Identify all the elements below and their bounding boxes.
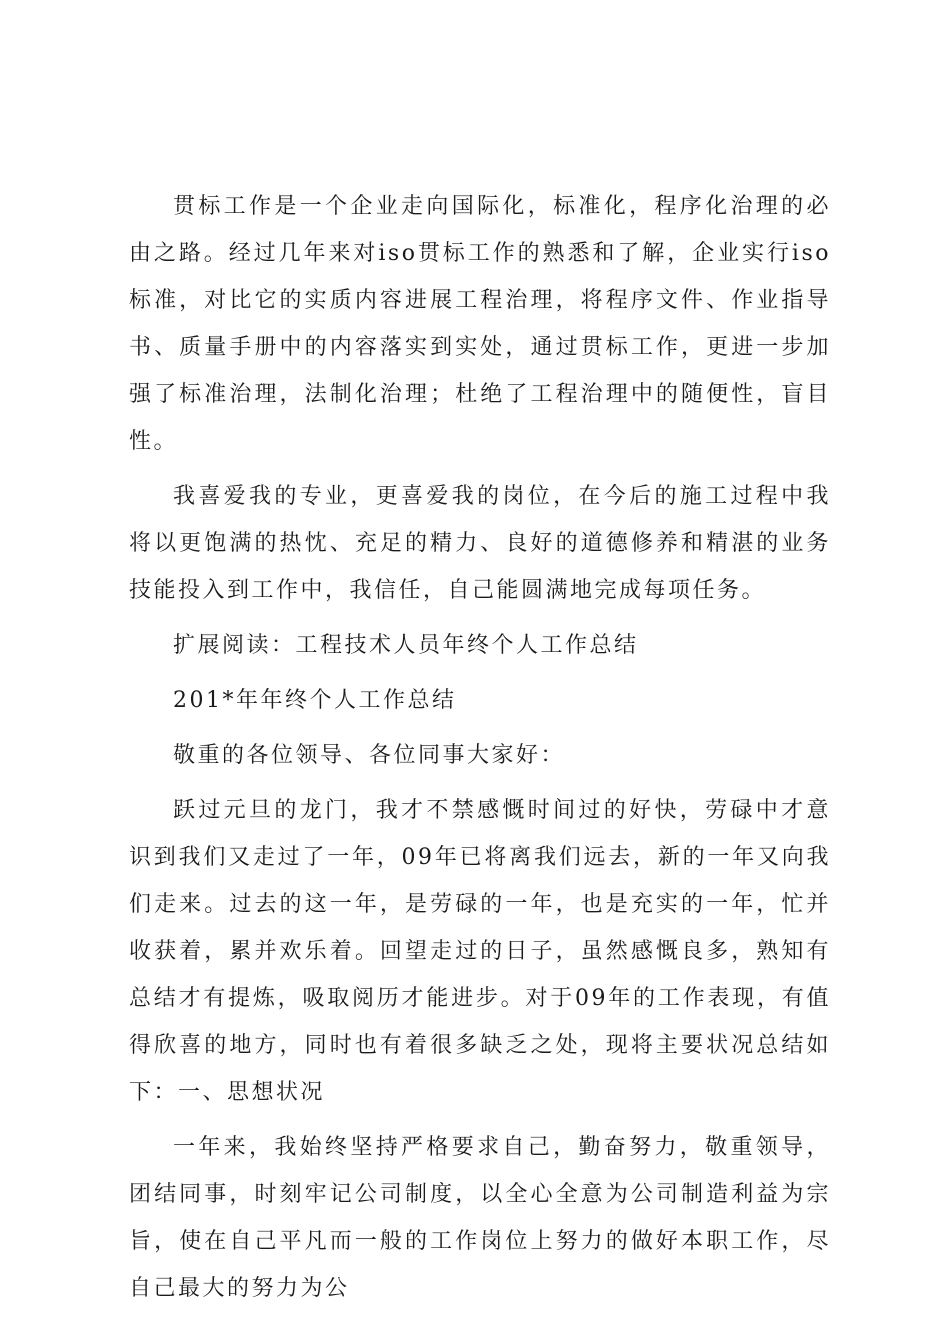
paragraph-year-review: 跃过元旦的龙门，我才不禁感慨时间过的好快，劳碌中才意识到我们又走过了一年，09年已将离我们远去，新的一年又向我们走来。过去的这一年，是劳碌的一年，也是充实的一年，忙并收获着，累并欢乐着。回望走过的日子，虽然感慨良多，熟知有总结才有提炼，吸取阅历才能进步。对于09年的工作表现，有值得欣喜的地方，同时也有着很多缺乏之处，现将主要状况总结如下：一、思想状况 <box>129 798 831 1105</box>
paragraph-summary-title: 201*年年终个人工作总结 <box>173 688 457 713</box>
paragraph-love-profession: 我喜爱我的专业，更喜爱我的岗位，在今后的施工过程中我将以更饱满的热忱、充足的精力、良好的道德修养和精湛的业务技能投入到工作中，我信任，自己能圆满地完成每项任务。 <box>129 484 831 603</box>
document-body <box>129 183 831 1320</box>
paragraph-self-discipline: 一年来，我始终坚持严格要求自己，勤奋努力，敬重领导，团结同事，时刻牢记公司制度，以全心全意为公司制造利益为宗旨，使在自己平凡而一般的工作岗位上努力的做好本职工作，尽自己最大的努力为公 <box>129 1135 831 1301</box>
paragraph-extended-reading: 扩展阅读：工程技术人员年终个人工作总结 <box>173 633 639 658</box>
paragraph-greeting: 敬重的各位领导、各位同事大家好： <box>173 743 566 768</box>
paragraph-iso-standard: 贯标工作是一个企业走向国际化，标准化，程序化治理的必由之路。经过几年来对iso贯标工作的熟悉和了解，企业实行iso标准，对比它的实质内容进展工程治理，将程序文件、作业指导书、质量手册中的内容落实到实处，通过贯标工作，更进一步加强了标准治理，法制化治理；杜绝了工程治理中的随便性，盲目性。 <box>129 194 831 454</box>
